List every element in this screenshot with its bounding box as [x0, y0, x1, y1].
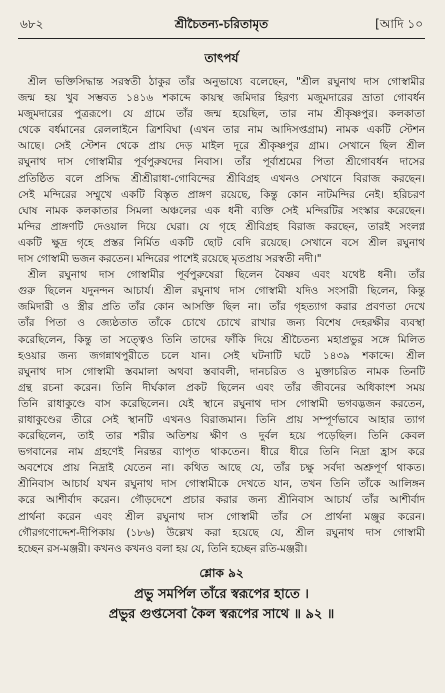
page-number: ৬৮২: [20, 17, 44, 31]
text-line: করেছিলেন, কিন্তু তা সত্ত্বেও তিনি তাদের ফাঁকি দিয়ে শ্রীচৈতন্য মহাপ্রভুর সঙ্গে মিলিত: [18, 333, 425, 346]
text-line: গৌরগণোদ্দেশ-দীপিকায় (১৮৬) উল্লেখ করা হয়েছে যে, শ্রীল রঘুনাথ দাস গোস্বামী: [18, 526, 425, 539]
text-line: গুরু ছিলেন যদুনন্দন আচার্য। শ্রীল রঘুনাথ দাস গোস্বামী যদিও সংসারী ছিলেন, কিন্তু: [18, 285, 425, 298]
verse-line-1: প্রভু সমর্পিল তাঁরে স্বরূপের হাতে ।: [134, 586, 309, 602]
text-line: জন্ম হয় খুব সম্ভবত ১৪১৬ শকাব্দে কায়স্থ জমিদার হিরণ্য মজুমদারের ভ্রাতা গোবর্ধন: [18, 92, 425, 105]
paragraph: [18, 74, 425, 267]
commentary-body: [18, 74, 425, 557]
text-line: রঘুনাথ দাস গোস্বামী স্তবমালা অথবা স্তবাবলী, দানচরিত ও মুক্তাচরিত নামক তিনটি: [18, 365, 425, 378]
text-line: দাস গোস্বামী ভজন করতেন। মন্দিরের পাশেই রয়েছে মৃতপ্রায় সরস্বতী নদী।": [18, 253, 322, 266]
text-line: রাধাকুণ্ডের তীরে সেই স্থানটি এখনও বিরাজমান। তিনি প্রায় সম্পূর্ণভাবে আহার ত্যাগ: [18, 413, 425, 426]
text-line: করেছিলেন, তাই তার শরীর অতিশয় ক্ষীণ ও দুর্বল হয়ে পড়েছিল। তিনি কেবল: [18, 430, 425, 443]
text-line: জমিদারী ও স্ত্রীর প্রতি তাঁর কোন আসক্তি ছিল না। তাঁর গৃহত্যাগ করার প্রবণতা দেখে: [18, 301, 425, 314]
text-line: হওয়ার জন্য জগন্নাথপুরীতে চলে যান। সেই ঘটনাটি ঘটে ১৪৩৯ শকাব্দে। শ্রীল: [18, 349, 425, 362]
text-line: তিনি রাধাকুণ্ডে বাস করেছিলেন। যেই স্থানে রঘুনাথ দাস গোস্বামী ভগবদ্ভজন করতেন,: [18, 397, 425, 410]
verse-number: শ্লোক ৯২: [199, 565, 244, 580]
text-line: অবশেষে প্রায় নিদ্রাই যেতেন না। কথিত আছে যে, তাঁর চক্ষু সর্বদা অশ্রুপূর্ণ থাকত।: [18, 462, 425, 475]
text-line: শ্রীল ভক্তিসিদ্ধান্ত সরস্বতী ঠাকুর তাঁর অনুভাষ্যে বলেছেন, "শ্রীল রঘুনাথ দাস গোস্বামীর: [28, 76, 425, 88]
verse-line-2: প্রভুর গুপ্তসেবা কৈল স্বরূপের সাথে ॥ ৯২ ॥: [108, 606, 335, 622]
text-line: আছে। সেই স্টেশন থেকে প্রায় দেড় মাইল দূরে শ্রীকৃষ্ণপুর গ্রাম। সেখানে ছিল শ্রীল: [18, 140, 425, 153]
text-line: করে আশীর্বাদ করেন। গৌড়দেশে প্রচার করার জন্য শ্রীনিবাস আচার্য তাঁর আশীর্বাদ: [18, 494, 425, 507]
section-marker: [আদি ১০: [375, 17, 423, 31]
text-line: মজুমদারের পুত্ররূপে। যে গ্রামে তাঁর জন্ম হয়েছিল, তার নাম শ্রীকৃষ্ণপুর। কলকাতা: [18, 108, 425, 121]
text-line: শ্রীল রঘুনাথ দাস গোস্বামীর পূর্বপুরুষেরা ছিলেন বৈষ্ণব এবং যথেষ্ট ধনী। তাঁর: [28, 269, 425, 282]
text-line: হচ্ছেন রস-মঞ্জরী। কখনও কখনও বলা হয় যে, তিনি হচ্ছেন রতি-মঞ্জরী।: [18, 542, 308, 555]
paragraph: [18, 267, 425, 557]
text-line: সেই মন্দিরের সম্মুখে একটি বিস্তৃত প্রাঙ্গণ রয়েছে, কিন্তু কোন নাটমন্দির নেই। হরিচরণ: [18, 188, 425, 201]
text-line: ঘোষ নামক কলকাতার সিমলা অঞ্চলের এক ধনী ব্যক্তি সেই মন্দিরটির সংস্কার করেছেন।: [18, 204, 425, 217]
page-header: [18, 14, 425, 36]
text-line: গ্রন্থ রচনা করেন। তিনি দীর্ঘকাল প্রকট ছিলেন এবং তাঁর জীবনের অধিকাংশ সময়: [18, 381, 425, 394]
text-line: রঘুনাথ দাস গোস্বামীর পূর্বপুরুষদের নিবাস। তাঁর পূর্বাশ্রমের পিতা শ্রীগোবর্ধন দাসের: [18, 156, 425, 169]
text-line: ভগবানের নাম গ্রহণেই নিরন্তর ব্যাপৃত থাকতেন। ধীরে ধীরে তিনি নিদ্রা হ্রাস করে: [18, 446, 425, 459]
text-line: একটি ক্ষুদ্র গৃহে প্রস্তর নির্মিত একটি ছোট বেদি রয়েছে। সেখানে বসে শ্রীল রঘুনাথ: [18, 236, 425, 249]
running-title: শ্রীচৈতন্য-চরিতামৃত: [174, 17, 269, 31]
text-line: মন্দির প্রাঙ্গণটি দেওয়াল দিয়ে ঘেরা। যে গৃহে শ্রীবিগ্রহ বিরাজ করছেন, তারই সংলগ্ন: [18, 220, 425, 233]
header-rule: [18, 38, 425, 39]
text-line: প্রার্থনা করেন এবং শ্রীল রঘুনাথ দাস গোস্বামী তাঁর সে প্রার্থনা মঞ্জুর করেন।: [18, 510, 425, 523]
commentary-heading: তাৎপর্য: [204, 51, 239, 65]
text-line: তাঁর পিতা ও জ্যেষ্ঠতাত তাঁকে চোখে চোখে রাখার জন্য বিশেষ দেহরক্ষীর ব্যবস্থা: [18, 317, 425, 330]
text-line: শ্রীনিবাস আচার্য যখন রঘুনাথ দাস গোস্বামীকে দেখতে যান, তখন তিনি তাঁকে আলিঙ্গন: [18, 478, 425, 491]
text-line: প্রতিষ্ঠিত বলে প্রসিদ্ধ শ্রীশ্রীরাধা-গোবিন্দের শ্রীবিগ্রহ এখনও সেখানে বিরাজ করছেন।: [18, 172, 425, 185]
text-line: থেকে বর্ধমানের রেললাইনে ত্রিশবিঘা (এখন তার নাম আদিসপ্তগ্রাম) নামক একটি স্টেশন: [18, 124, 425, 137]
